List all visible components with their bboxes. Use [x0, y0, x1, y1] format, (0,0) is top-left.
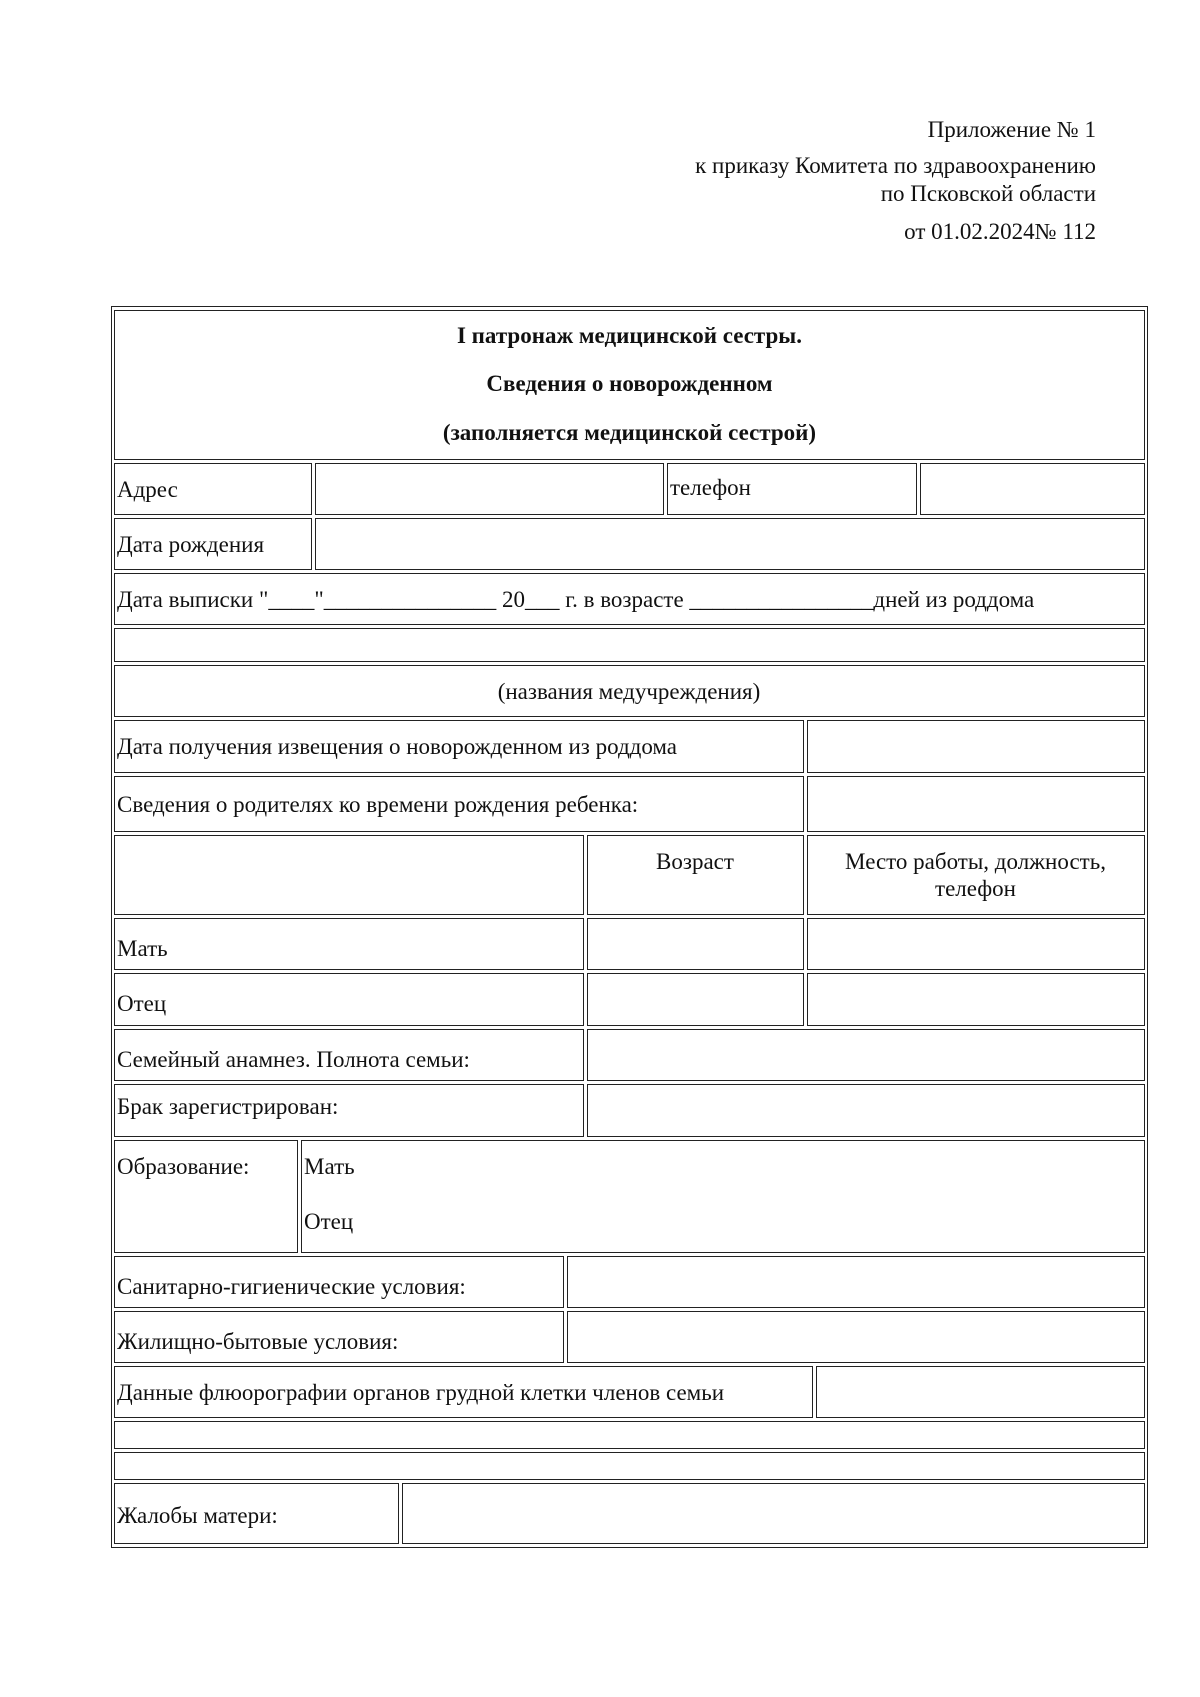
work-header-line2: телефон — [935, 876, 1016, 901]
sanitary-field[interactable] — [567, 1256, 1145, 1308]
birth-date-label: Дата рождения — [117, 532, 265, 557]
mother-work-field[interactable] — [807, 918, 1145, 970]
marriage-label-cell — [114, 1084, 584, 1137]
sanitary-label-cell — [114, 1256, 564, 1308]
father-label-cell — [114, 973, 584, 1026]
work-header-line1: Место работы, должность, — [845, 849, 1106, 874]
appendix-number: Приложение № 1 — [927, 117, 1096, 142]
complaints-label-cell — [114, 1483, 399, 1544]
marriage-field[interactable] — [587, 1084, 1145, 1137]
parents-field[interactable] — [807, 776, 1145, 832]
discharge-line: Дата выписки "____"_______________ 20___ г. в возрасте ________________дней из роддома — [117, 587, 1035, 612]
parents-label: Сведения о родителях ко времени рождения ребенка: — [117, 792, 639, 817]
order-reference-line2: по Псковской области — [880, 181, 1096, 206]
institution-caption-cell — [114, 665, 1145, 717]
father-label: Отец — [117, 991, 167, 1016]
marriage-label: Брак зарегистрирован: — [117, 1094, 339, 1119]
phone-field[interactable] — [920, 463, 1145, 515]
father-work-field[interactable] — [807, 973, 1145, 1026]
mother-age-field[interactable] — [587, 918, 804, 970]
form-subtitle: Сведения о новорожденном — [486, 371, 773, 396]
age-header-cell — [587, 835, 804, 915]
education-field[interactable] — [301, 1140, 1145, 1253]
housing-field[interactable] — [567, 1311, 1145, 1363]
order-date: от 01.02.2024№ 112 — [904, 219, 1096, 244]
family-history-label: Семейный анамнез. Полнота семьи: — [117, 1047, 470, 1072]
education-label: Образование: — [117, 1154, 250, 1179]
address-field[interactable] — [315, 463, 664, 515]
mother-label: Мать — [117, 936, 168, 961]
education-mother-label: Мать — [304, 1154, 355, 1179]
institution-caption: (названия медучреждения) — [497, 679, 761, 704]
order-reference-line1: к приказу Комитета по здравоохранению — [695, 153, 1096, 178]
form-title: I патронаж медицинской сестры. — [456, 323, 803, 348]
education-label-cell — [114, 1140, 298, 1253]
work-header-cell — [807, 835, 1145, 915]
sanitary-label: Санитарно-гигиенические условия: — [117, 1274, 466, 1299]
blank-row-2[interactable] — [114, 1452, 1145, 1480]
parents-label-cell — [114, 776, 804, 832]
fluoro-label-cell — [114, 1366, 813, 1418]
address-label-cell — [114, 463, 312, 515]
fluoro-field[interactable] — [816, 1366, 1145, 1418]
blank-row-1[interactable] — [114, 1421, 1145, 1449]
family-history-field[interactable] — [587, 1029, 1145, 1081]
birth-date-field[interactable] — [315, 518, 1145, 570]
form-note: (заполняется медицинской сестрой) — [442, 420, 817, 445]
housing-label-cell — [114, 1311, 564, 1363]
education-father-label: Отец — [304, 1209, 354, 1234]
family-history-label-cell — [114, 1029, 584, 1081]
birth-date-label-cell — [114, 518, 312, 570]
housing-label: Жилищно-бытовые условия: — [117, 1329, 399, 1354]
age-header: Возраст — [656, 849, 734, 874]
notice-date-field[interactable] — [807, 720, 1145, 773]
notice-date-label-cell — [114, 720, 804, 773]
institution-field[interactable] — [114, 628, 1145, 662]
parents-header-blank — [114, 835, 584, 915]
address-label: Адрес — [117, 477, 178, 502]
complaints-label: Жалобы матери: — [117, 1503, 278, 1528]
father-age-field[interactable] — [587, 973, 804, 1026]
discharge-row[interactable] — [114, 573, 1145, 625]
phone-label-cell — [667, 463, 917, 515]
complaints-field[interactable] — [402, 1483, 1145, 1544]
mother-label-cell — [114, 918, 584, 970]
notice-date-label: Дата получения извещения о новорожденном из роддома — [117, 734, 678, 759]
phone-label: телефон — [670, 475, 751, 500]
fluoro-label: Данные флюорографии органов грудной клетки членов семьи — [117, 1380, 725, 1405]
